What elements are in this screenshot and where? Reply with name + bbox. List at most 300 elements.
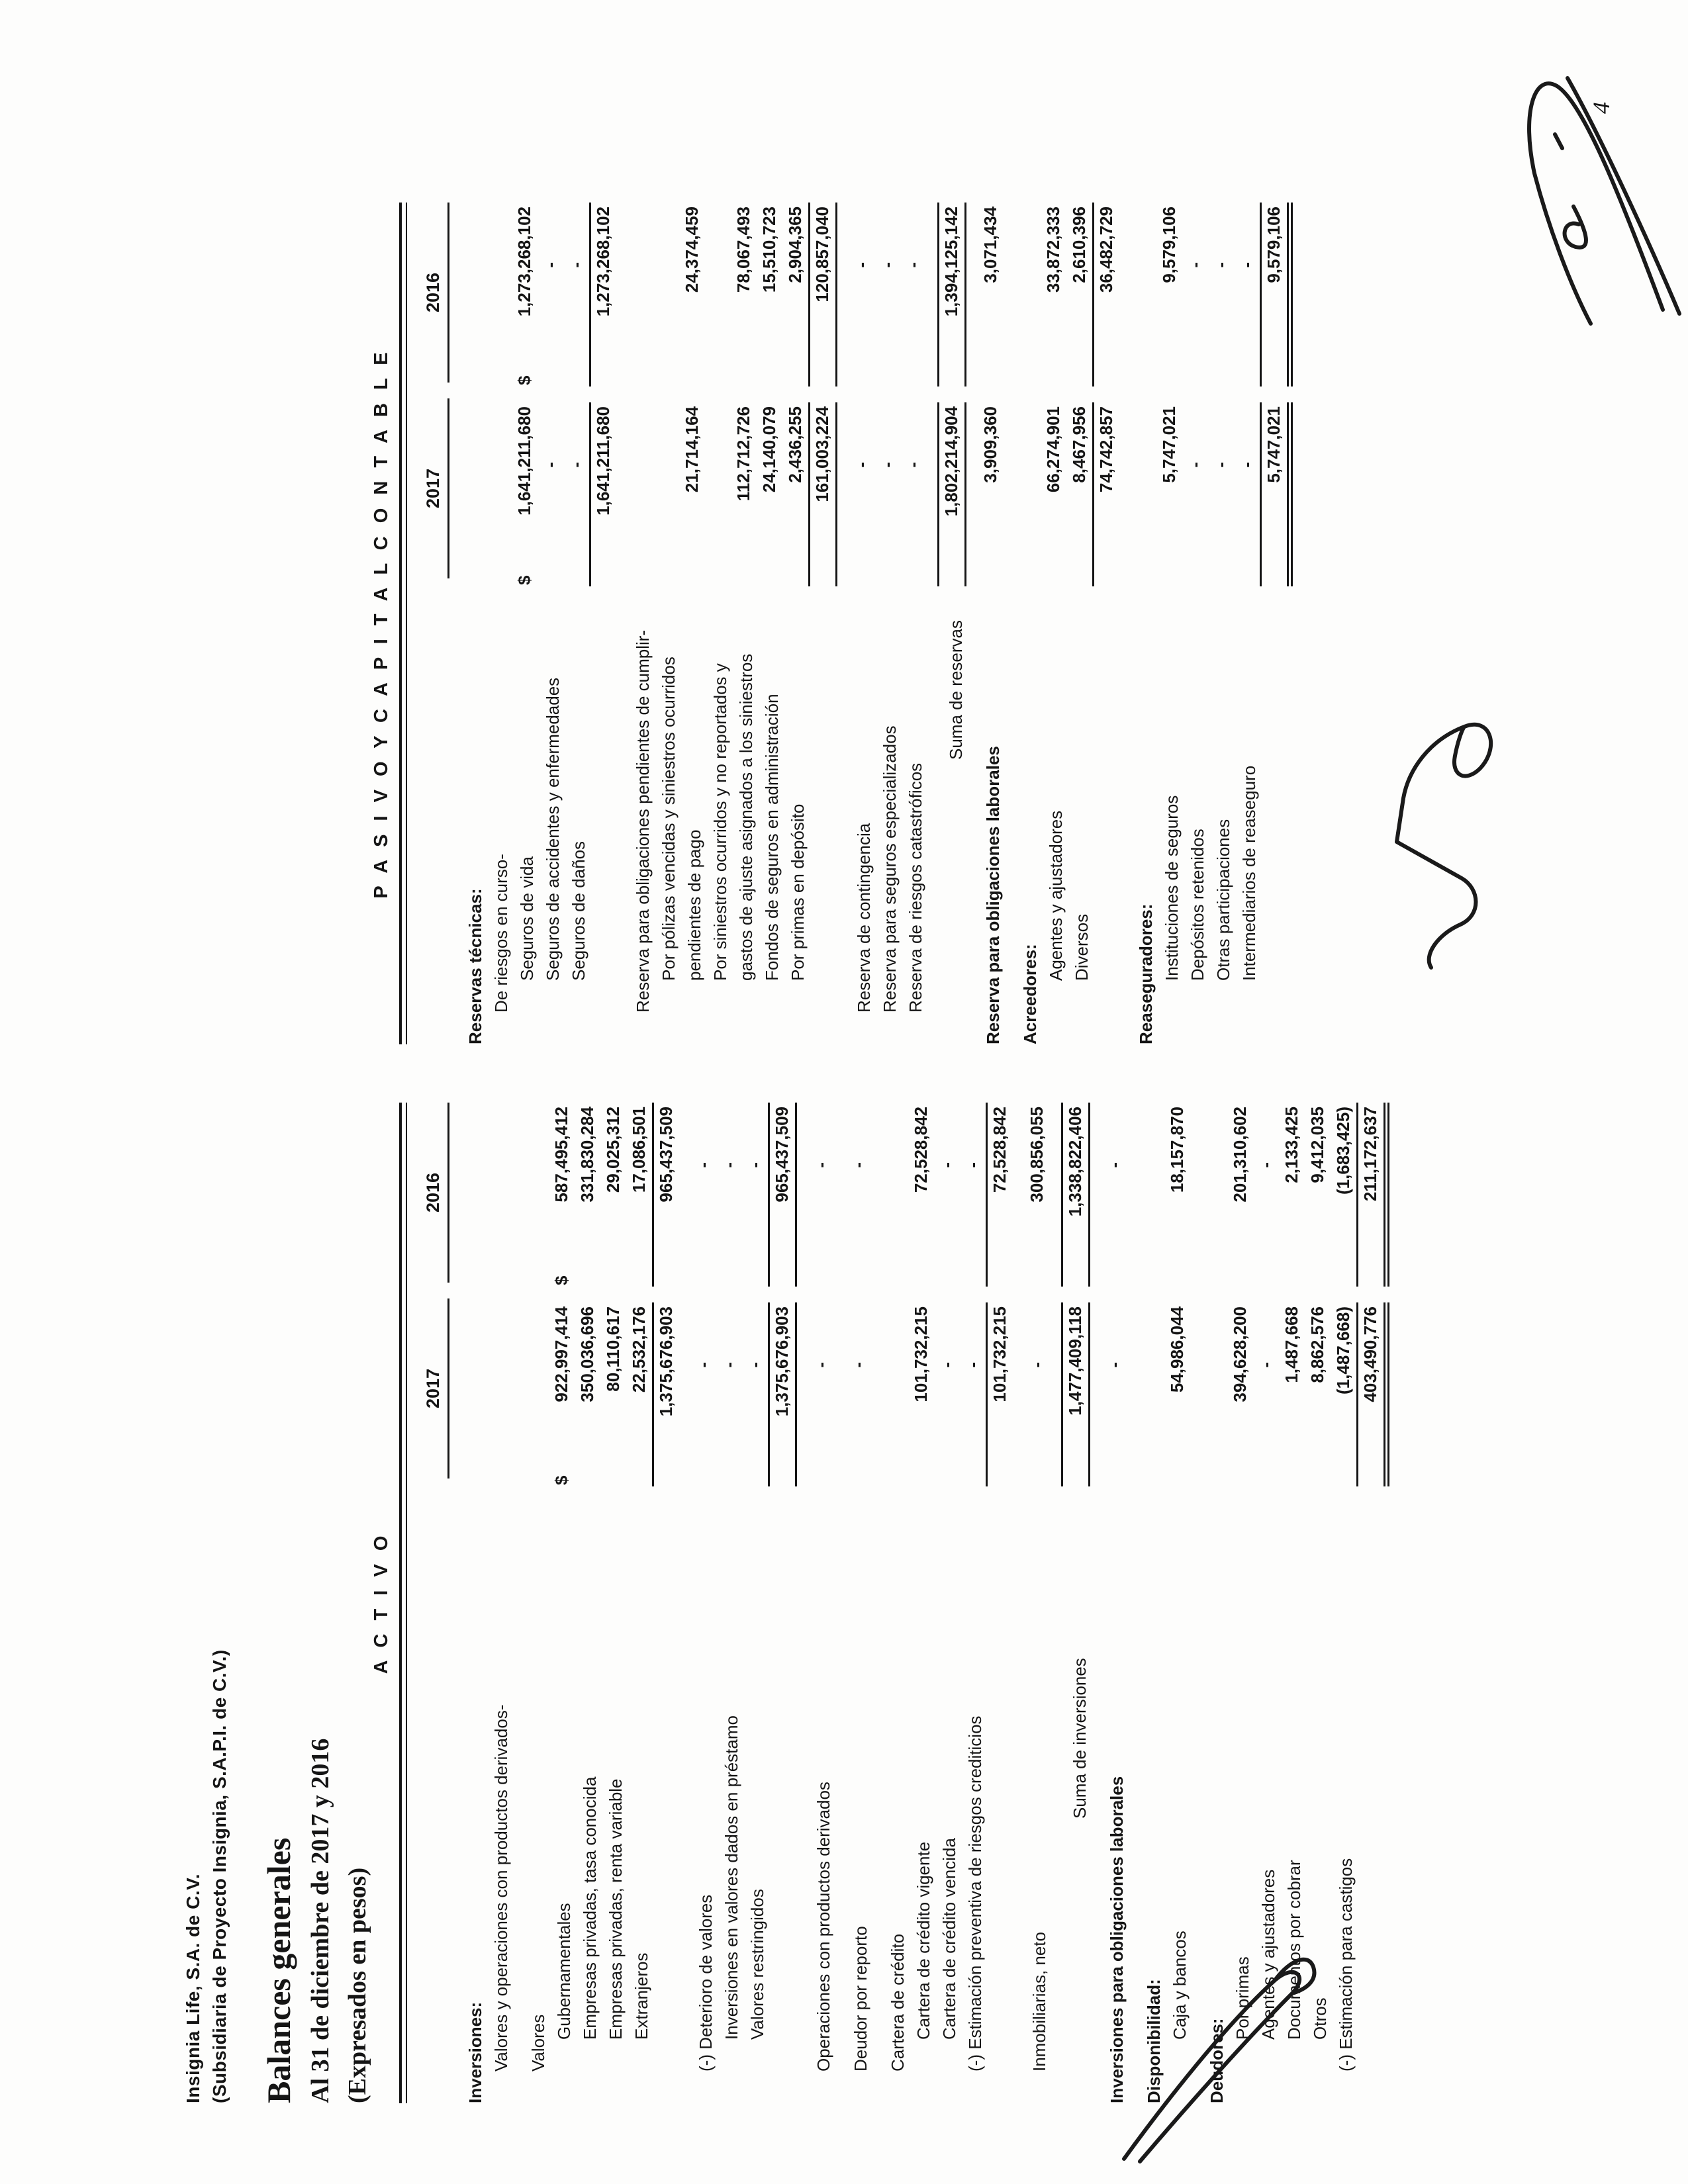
balance-row [874,203,900,1044]
amount: - [962,1162,982,1168]
value-2017 [538,402,563,586]
value-2016 [809,1103,834,1287]
row-label: Reservas técnicas: [465,888,485,1044]
row-label: Valores y operaciones con productos derivados- [491,1704,511,2071]
value-2016 [978,203,1004,387]
amount: 587,495,412 [551,1107,571,1203]
balance-row [934,1103,960,2103]
value-2016 [1025,1103,1050,1287]
value-2016 [481,203,486,387]
value-2017 [1152,402,1156,586]
row-label: Cartera de crédito vencida [939,1838,959,2040]
value-2017 [652,1302,679,1486]
amount: - [937,1162,957,1168]
balance-row [679,203,705,1044]
balance-row [1305,1103,1331,2103]
row-spacer [1004,203,1015,1044]
row-spacer [1013,1103,1024,2103]
amount: - [903,462,923,468]
value-2016 [649,203,653,387]
value-2017 [1356,1302,1389,1486]
value-2017 [1092,402,1119,586]
amount: 1,273,268,102 [514,206,534,317]
value-2017 [783,402,808,586]
value-2016 [1092,203,1119,387]
currency-note: (Expresados en pesos) [344,1867,371,2103]
value-2017 [549,1302,575,1486]
amount: - [719,1362,739,1368]
value-2017 [512,402,538,586]
value-2016 [1102,1103,1127,1287]
amount: 965,437,509 [656,1107,676,1203]
row-label: Acreedores: [1020,944,1040,1044]
value-2016 [1152,203,1156,387]
activo-column-header-2017: 2017 [423,1298,449,1479]
value-2017 [901,402,926,586]
row-label: Por primas [1233,1956,1252,2040]
row-spacer [871,1103,882,2103]
value-2017 [809,1302,834,1486]
row-label: gastos de ajuste asignados a los siniestros [736,653,756,981]
value-2016 [1228,1103,1253,1287]
row-label: Otros [1310,1997,1330,2040]
activo-column-header-2016: 2016 [423,1103,449,1283]
row-label: Reserva para seguros especializados [880,725,900,1013]
amount: 3,909,360 [980,406,1000,483]
balance-row [523,1103,549,2103]
value-2016 [808,203,837,387]
balance-row [1061,1103,1090,2103]
row-label: Agentes y ajustadores [1046,810,1066,981]
balance-row [808,203,837,1044]
currency-symbol: $ [551,1475,571,1485]
activo-section [371,1103,1389,2103]
row-label: Suma de reservas [946,620,966,760]
value-2017 [846,1302,871,1486]
balance-row [486,203,512,1044]
amount: - [1256,1362,1276,1368]
value-2017 [1209,402,1234,586]
row-label: Otras participaciones [1213,819,1233,981]
value-2016 [1067,203,1092,387]
balance-row [731,203,757,1044]
amount: - [566,462,586,468]
value-2017 [717,1302,742,1486]
row-label: Deudores: [1207,2018,1227,2103]
row-label: Suma de inversiones [1070,1658,1090,1819]
row-label: Cartera de crédito vigente [914,1841,933,2040]
value-2016 [961,1103,986,1287]
row-spacer [1190,1103,1201,2103]
row-label: Inmobiliarias, neto [1029,1932,1049,2071]
value-2017 [1041,402,1066,586]
value-2016 [1254,1103,1279,1287]
document-subtitle: Al 31 de diciembre de 2017 y 2016 [306,1738,334,2103]
balance-row [486,1103,512,2103]
amount: 8,862,576 [1307,1306,1327,1383]
pasivo-title: P A S I V O Y C A P I T A L C O N T A B L E [371,348,392,899]
value-2016 [1157,203,1182,387]
amount: 350,036,696 [577,1306,597,1402]
amount: 15,510,723 [759,206,779,293]
value-2016 [904,1103,908,1287]
row-label: Operaciones con productos derivados [814,1782,833,2071]
amount: 965,437,509 [772,1107,792,1203]
document-header [180,1649,372,2103]
value-2017 [978,402,1004,586]
amount: - [745,1362,765,1368]
balance-row [757,203,782,1044]
row-label: Cartera de crédito [888,1933,908,2071]
balance-row [460,203,486,1044]
balance-row [1131,203,1156,1044]
balance-row [1356,1103,1389,2103]
balance-row [1227,1103,1253,2103]
row-label: Diversos [1072,913,1092,981]
row-label: Por pólizas vencidas y siniestros ocurridos [659,657,679,981]
value-2017 [1036,402,1041,586]
row-label: Disponibilidad: [1144,1979,1164,2103]
row-label: Instituciones de seguros [1162,795,1182,981]
value-2016 [986,1103,1013,1287]
balance-row [705,203,731,1044]
value-2017 [757,402,782,586]
value-2016 [512,203,538,387]
balance-row [960,1103,986,2103]
value-2017 [675,402,679,586]
amount: 78,067,493 [733,206,753,293]
amount: - [1185,262,1205,268]
amount: 101,732,215 [911,1306,931,1402]
amount: 2,904,365 [785,206,805,283]
balance-row [652,1103,679,2103]
balance-row [937,203,966,1044]
amount: - [1211,462,1231,468]
value-2017 [1061,1302,1090,1486]
balance-row [1260,203,1293,1044]
balance-row [575,1103,600,2103]
row-label: Depósitos retenidos [1188,829,1207,981]
row-label: Inversiones en valores dados en préstamo [722,1715,741,2040]
amount: (1,683,425) [1333,1107,1353,1195]
pasivo-column-header-2017: 2017 [423,398,449,578]
value-2017 [589,402,616,586]
value-2016 [743,1103,768,1287]
row-label: Reserva de contingencia [854,823,874,1013]
row-label: Fondos de seguros en administración [762,694,782,981]
amount: - [745,1162,765,1168]
amount: - [1185,462,1205,468]
value-2017 [1067,402,1092,586]
value-2017 [726,402,731,586]
value-2017 [649,402,653,586]
amount: 1,487,668 [1282,1306,1301,1383]
balance-row [512,203,538,1044]
balance-row [908,1103,934,2103]
amount: 24,374,459 [682,206,702,293]
value-2017 [691,1302,716,1486]
row-label: Reaseguradores: [1136,903,1156,1044]
value-2017 [1235,402,1260,586]
amount: - [1211,262,1231,268]
value-2016 [1305,1103,1331,1287]
row-spacer [1119,203,1131,1044]
value-2016 [481,1103,486,1287]
value-2016 [875,203,900,387]
row-spacer [837,203,849,1044]
value-2017 [961,1302,986,1486]
amount: - [851,262,871,268]
amount: 66,274,901 [1043,406,1063,493]
amount: 300,856,055 [1027,1107,1047,1203]
amount: 201,310,602 [1230,1107,1250,1203]
currency-symbol: $ [551,1275,571,1285]
value-2017 [1254,1302,1279,1486]
amount: 22,532,176 [629,1306,649,1393]
value-2016 [627,1103,652,1287]
row-spacer [679,1103,690,2103]
amount: 8,467,956 [1069,406,1089,483]
row-label: Seguros de vida [517,856,537,981]
amount: 18,157,870 [1167,1107,1187,1193]
value-2016 [726,203,731,387]
balance-row [563,203,589,1044]
pasivo-section [371,203,1293,1044]
value-2016 [549,1103,575,1287]
amount: 2,133,425 [1282,1107,1301,1183]
value-2016 [675,203,679,387]
document-title: Balances generales [260,1837,297,2103]
value-2016 [1356,1103,1389,1287]
value-2016 [589,203,616,387]
row-label: Inversiones para obligaciones laborales [1107,1776,1127,2103]
balance-row [1024,1103,1050,2103]
amount: 1,394,125,142 [941,206,961,317]
value-2016 [1183,203,1208,387]
currency-symbol: $ [514,375,534,385]
value-2016 [1165,1103,1190,1287]
balance-row [1092,203,1119,1044]
balance-row [1253,1103,1279,2103]
row-label: Inversiones: [465,2001,485,2103]
balance-row [1279,1103,1305,2103]
amount: - [719,1162,739,1168]
activo-column-headers [423,1103,449,2103]
value-2017 [481,1302,486,1486]
value-2017 [627,1302,652,1486]
balance-row [600,1103,626,2103]
pasivo-column-header-2016: 2016 [423,203,449,383]
row-label: Gubernamentales [554,1903,574,2040]
row-spacer [616,203,628,1044]
amount: - [848,1362,868,1368]
value-2017 [743,1302,768,1486]
value-2016 [901,203,926,387]
balance-row [1331,1103,1356,2103]
amount: - [540,262,560,268]
value-2016 [601,1103,626,1287]
row-label: Seguros de accidentes y enfermedades [543,677,563,981]
amount: 1,641,211,680 [514,406,534,516]
value-2016 [691,1103,716,1287]
balance-row [538,203,563,1044]
value-2017 [1157,402,1182,586]
amount: 161,003,224 [812,406,832,502]
value-2017 [909,1302,934,1486]
amount: - [811,1362,831,1368]
amount: 394,628,200 [1230,1306,1250,1402]
value-2016 [652,1103,679,1287]
value-2017 [1228,1302,1253,1486]
amount: 101,732,215 [990,1306,1009,1402]
amount: - [1237,262,1256,268]
balance-row [978,203,1004,1044]
amount: 211,172,637 [1360,1107,1380,1202]
value-2017 [1025,1302,1050,1486]
amount: 80,110,617 [603,1306,623,1392]
row-label: Deudor por reporto [851,1926,870,2071]
row-spacer [926,203,937,1044]
value-2017 [680,402,705,586]
amount: 74,742,857 [1096,406,1116,493]
amount: 922,997,414 [551,1306,571,1402]
value-2017 [986,1302,1013,1486]
amount: 1,338,822,406 [1065,1107,1085,1217]
value-2016 [538,203,563,387]
value-2016 [1061,1103,1090,1287]
balance-row [628,203,653,1044]
value-2016 [507,1103,512,1287]
amount: 36,482,729 [1096,206,1116,293]
row-label: Documentos por cobrar [1284,1860,1304,2040]
value-2017 [904,1302,908,1486]
balance-row [782,203,808,1044]
balance-row [900,203,926,1044]
row-label: (-) Estimación preventiva de riesgos crediticios [965,1715,985,2071]
value-2017 [1165,1302,1190,1486]
amount: - [848,1162,868,1168]
balance-row [882,1103,908,2103]
balance-row [716,1103,742,2103]
company-name: Insignia Life, S.A. de C.V. [183,1874,203,2103]
row-spacer [1090,1103,1102,2103]
amount: - [811,1162,831,1168]
value-2016 [1160,1103,1164,1287]
value-2017 [1305,1302,1331,1486]
row-label: Agentes y ajustadores [1258,1869,1278,2040]
balance-row [742,1103,768,2103]
row-label: Empresas privadas, tasa conocida [580,1776,600,2040]
currency-symbol: $ [514,575,534,585]
value-2017 [481,402,486,586]
value-2017 [1280,1302,1305,1486]
value-2016 [1223,1103,1227,1287]
value-2017 [1160,1302,1164,1486]
amount: 1,375,676,903 [772,1306,792,1417]
amount: - [937,1362,957,1368]
value-2016 [1209,203,1234,387]
value-2016 [935,1103,960,1287]
row-label: (-) Estimación para castigos [1336,1858,1356,2071]
amount: - [962,1362,982,1368]
balance-row [589,203,616,1044]
value-2017 [507,402,512,586]
value-2017 [875,402,900,586]
balance-row [808,1103,834,2103]
amount: 1,375,676,903 [656,1306,676,1417]
value-2016 [1331,1103,1356,1287]
amount: 1,273,268,102 [593,206,613,317]
row-label: Por siniestros ocurridos y no reportados y [710,663,730,981]
amount: 403,490,776 [1360,1306,1380,1402]
balance-row [626,1103,652,2103]
value-2017 [601,1302,626,1486]
balance-row [1182,203,1208,1044]
value-2016 [717,1103,742,1287]
value-2017 [564,402,589,586]
value-2016 [757,203,782,387]
amount: - [1237,462,1256,468]
amount: - [903,262,923,268]
balance-row [1164,1103,1190,2103]
balance-row [1139,1103,1164,2103]
value-2017 [507,1302,512,1486]
amount: 331,830,284 [577,1107,597,1203]
row-spacer [1050,1103,1061,2103]
balance-row [845,1103,871,2103]
amount: - [693,1162,713,1168]
amount: 5,747,021 [1159,406,1179,483]
row-spacer [512,1103,523,2103]
value-2016 [680,203,705,387]
value-2017 [575,1302,600,1486]
amount: 9,412,035 [1307,1107,1327,1183]
value-2017 [935,1302,960,1486]
amount: 1,477,409,118 [1065,1306,1085,1416]
balance-row [1208,203,1234,1044]
amount: 2,610,396 [1069,206,1089,283]
balance-row [460,1103,486,2103]
amount: - [877,262,897,268]
value-2017 [849,402,874,586]
balance-row [768,1103,797,2103]
row-label: pendientes de pago [684,829,704,981]
row-label: Intermediarios de reaseguro [1239,765,1259,981]
value-2016 [731,203,757,387]
value-2016 [1260,203,1293,387]
amount: 29,025,312 [603,1107,623,1193]
value-2016 [846,1103,871,1287]
pasivo-title-rule [399,203,407,1044]
row-spacer [834,1103,845,2103]
balance-row [1041,203,1066,1044]
value-2016 [1235,203,1260,387]
row-label: Valores restringidos [747,1889,767,2040]
value-2017 [768,1302,797,1486]
company-subsidiary: (Subsidiaria de Proyecto Insignia, S.A.P.I. de C.V.) [209,1649,230,2103]
amount: 72,528,842 [990,1107,1009,1193]
pasivo-column-headers [423,203,449,1044]
activo-title: A C T I V O [371,1531,392,1674]
row-label: Caja y bancos [1170,1931,1190,2040]
value-2016 [575,1103,600,1287]
amount: 112,712,726 [733,406,753,502]
amount: - [1256,1162,1276,1168]
amount: 21,714,164 [682,406,702,493]
value-2017 [544,1302,549,1486]
row-label: Valores [528,2014,548,2071]
amount: 2,436,255 [785,406,805,483]
